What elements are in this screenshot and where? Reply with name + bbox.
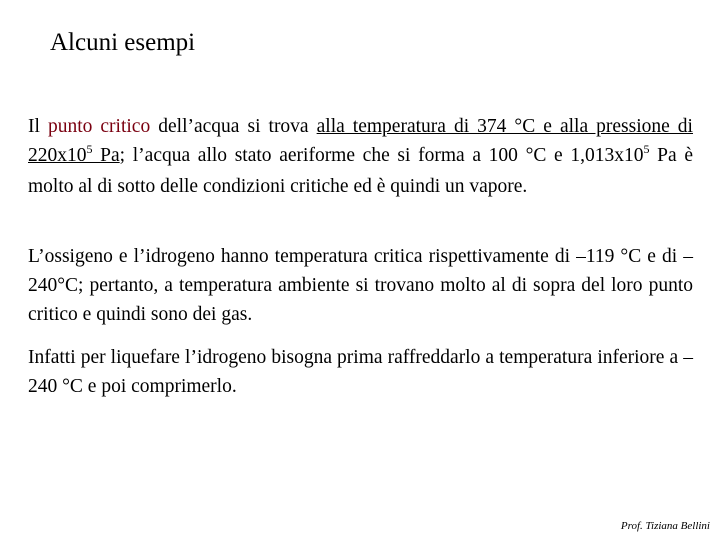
exponent: 5	[643, 142, 650, 156]
text-span: Il	[28, 116, 48, 137]
highlighted-term: punto critico	[47, 116, 151, 137]
text-span: alla temperatura di 374 °C e alla pressione di 220x10	[28, 116, 693, 166]
paragraph-oxygen-hydrogen: L’ossigeno e l’idrogeno hanno temperatura critica rispettivamente di –119 °C e di –240°C; pertanto, a temperatura ambiente si trovano molto al di sopra del loro punto critico e quindi sono dei gas.	[28, 246, 693, 325]
text-span: Pa	[92, 145, 120, 166]
paragraph-critical-point-water	[28, 112, 693, 201]
exponent: 5	[86, 142, 93, 156]
text-span: Pa è molto al di sotto delle condizioni critiche ed è quindi un vapore.	[28, 145, 693, 197]
paragraph-liquefaction: Infatti per liquefare l’idrogeno bisogna prima raffreddarlo a temperatura inferiore a –240 °C e poi comprimerlo.	[28, 347, 693, 397]
text-span: ; l’acqua allo stato aeriforme che si forma a 100 °C e 1,013x10	[119, 145, 644, 166]
author-footer: Prof. Tiziana Bellini	[620, 520, 710, 532]
text-span: dell’acqua si trova	[150, 116, 317, 137]
slide-title: Alcuni esempi	[50, 29, 196, 56]
